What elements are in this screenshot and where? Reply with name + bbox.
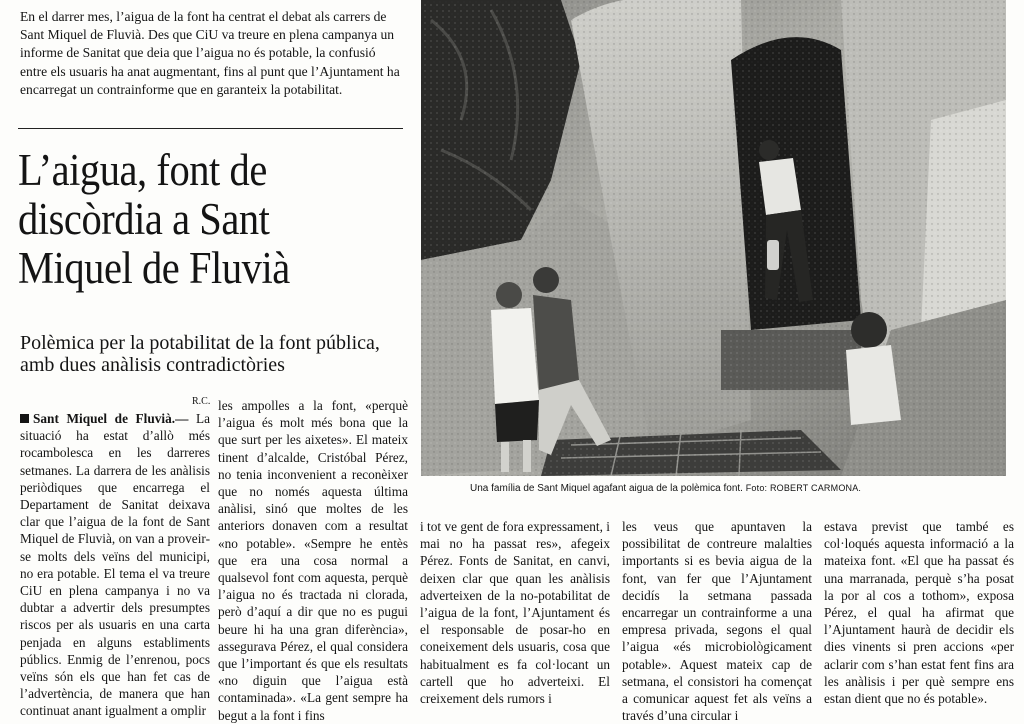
article-column-3: i tot ve gent de fora expressament, i mai no ha passat res», afegeix Pérez. Fonts de Sanitat, en canvi, deixen clar que quan les anàlisis adverteixen de la no-potabilitat de l’aigua de la font, l’Ajuntament és el responsable de posar-ho en coneixement dels usuaris, cosa que habitualment es fa col·locant un cartell que ho adverteixi. El creixement dels rumors i [420, 519, 610, 707]
article-column-1 [20, 410, 210, 720]
caption-text: Una família de Sant Miquel agafant aigua de la polèmica font. [470, 483, 743, 494]
article-column-5: estava previst que també es col·loqués aquesta informació a la mateixa font. «El que ha passat és una marranada, perquè s’ha posat la por al cos a tothom», exposa Pérez, el qual ha afirmat que l’Ajuntament haurà de decidir els dies vinents si pren accions «per aclarir com s’han estat fent fins ara les anàlisis i per què sempre ens estan dient que no és potable». [824, 519, 1014, 707]
byline: R.C. [192, 396, 211, 407]
lead-paragraph: En el darrer mes, l’aigua de la font ha centrat el debat als carrers de Sant Miquel de Fluvià. Des que CiU va treure en plena campanya un informe de Sanitat que deia que l’aigua no és potable, la confusió entre els usuaris ha anat augmentant, fins al punt que l’Ajuntament ha encarregat un contrainforme que en garanteix la potabilitat. [20, 9, 400, 97]
photo-family-at-fountain [421, 0, 1006, 476]
photo-credit: Foto: ROBERT CARMONA. [745, 483, 862, 493]
headline: L’aigua, font de discòrdia a Sant Miquel de Fluvià [18, 145, 290, 293]
dateline-square-icon [20, 414, 29, 423]
dateline: Sant Miquel de Fluvià.— [33, 411, 189, 426]
article-column-2: les ampolles a la font, «perquè l’aigua és molt més bona que la que surt per les aixetes». El mateix tinent d’alcalde, Cristóbal Pérez, no tenia inconvenient a reconèixer que no només aquesta última anàlisi, sinó que moltes de les anteriors donaven com a resultat «no potable». «Sempre he entès que era una cosa normal a qualsevol font com aquesta, perquè l’aigua no és tractada ni clorada, però d’aquí a dir que no es pugui beure hi ha una gran diferència», assegurava Pérez, el qual considera que l’important és que els resultats «no diguin que l’aigua està contaminada». «La gent sempre ha begut a la font i fins [218, 398, 408, 723]
fountain-photo-image [421, 0, 1006, 476]
article-column-4: les veus que apuntaven la possibilitat de contreure malalties importants si es bevia aigua de la font, van fer que l’Ajuntament decidís la setmana passada encarregar un contrainforme a una empresa privada, segons el qual l’aigua «és microbiològicament potable». Aquest mateix cap de setmana, el consistori ha començat a comunicar aquest fet als veïns a través d’una circular i [622, 519, 812, 724]
lead-divider [18, 128, 403, 129]
subheadline: Polèmica per la potabilitat de la font pública, amb dues anàlisis contradictòries [20, 332, 380, 376]
column-1-text: La situació ha estat d’allò més rocambolesca en les darreres setmanes. La darrera de les anàlisis periòdiques que encarrega el Departament de Sanitat deixava clar que l’aigua de la font de Sant Miquel de Fluvià, on van a proveir-se molts dels veïns del municipi, no era potable. El tema el va treure CiU en plena campanya i no va dubtar a advertir dels presumptes riscos per als usuaris en una carta penjada en alguns establiments públics. Enmig de l’enrenou, pocs veïns són els que han fet cas de l’advertència, de manera que han continuat anant igualment a omplir [20, 411, 211, 719]
photo-caption [470, 483, 990, 494]
